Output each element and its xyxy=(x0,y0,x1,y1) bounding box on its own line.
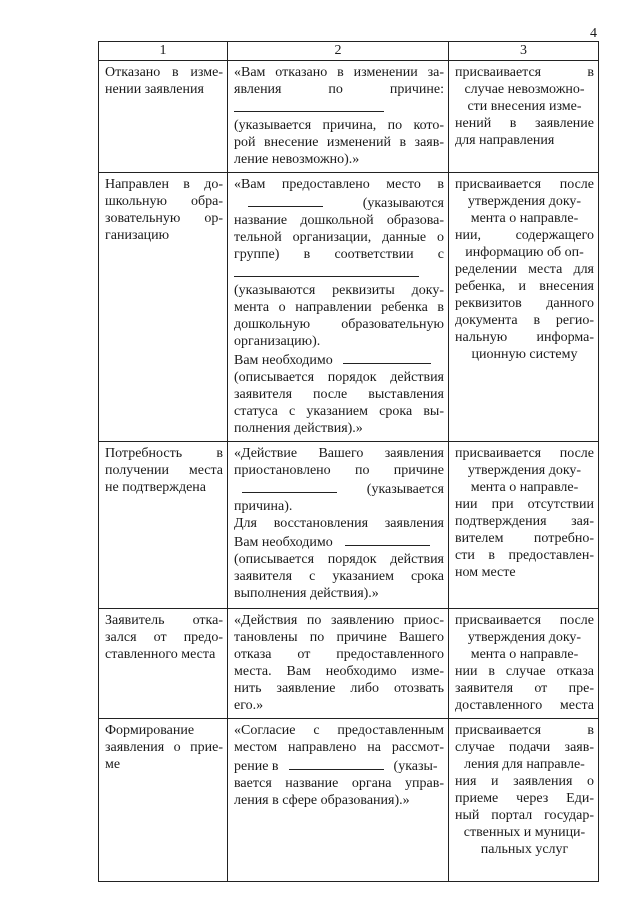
message-line: рой внесение изменений в заяв- xyxy=(234,135,444,150)
comment-line: вителем потребно- xyxy=(455,531,594,546)
message-fragment: (указываются xyxy=(362,196,444,211)
comment-line: заявителя от пре- xyxy=(455,681,594,696)
message-line: статуса с указанием срока вы- xyxy=(234,404,444,419)
comment-line: присваивается после xyxy=(455,177,594,192)
message-line: ление невозможно).» xyxy=(234,152,360,167)
message-line: «Действия по заявлению приос- xyxy=(234,613,444,628)
comment-line: мента о направле- xyxy=(470,211,579,226)
comment-line: случае подачи заяв- xyxy=(455,740,594,755)
status-line: Формирование xyxy=(105,723,195,738)
message-cell xyxy=(228,173,449,442)
message-line: отказа от предоставленного xyxy=(234,647,444,662)
message-fragment: рение в xyxy=(234,759,279,774)
comment-line: присваивается после xyxy=(455,613,594,628)
status-line: Отказано в изме- xyxy=(105,65,223,80)
message-line xyxy=(234,350,444,369)
comment-cell xyxy=(449,173,599,442)
message-line: (указываются реквизиты доку- xyxy=(234,283,444,298)
message-line: заявителя после выставления xyxy=(234,387,444,402)
comment-line: нии в случае отказа xyxy=(455,664,594,679)
comment-cell xyxy=(449,442,599,609)
blank-line xyxy=(343,350,431,364)
comment-cell xyxy=(449,719,599,882)
message-line xyxy=(234,193,444,212)
comment-line: документа в регио- xyxy=(455,313,594,328)
status-line: Направлен в до- xyxy=(105,177,223,192)
comment-line: реквизитов данного xyxy=(455,296,594,311)
message-line: выполнения действия).» xyxy=(234,586,379,601)
status-line: заявления о прие- xyxy=(105,740,223,755)
comment-line: случае невозможно- xyxy=(464,82,585,97)
message-line: организацию). xyxy=(234,334,321,349)
status-line: зовательную ор- xyxy=(105,211,223,226)
message-line: (описывается порядок действия xyxy=(234,370,444,385)
comment-line: мента о направле- xyxy=(470,647,579,662)
comment-line: присваивается после xyxy=(455,446,594,461)
comment-line: ребенка, и внесения xyxy=(455,279,594,294)
message-line: тановлены по причине Вашего xyxy=(234,630,444,645)
blank-line xyxy=(289,756,384,770)
message-line xyxy=(234,98,444,117)
message-cell xyxy=(228,609,449,719)
message-line: мента о направлении ребенка в xyxy=(234,300,444,315)
comment-line: сти внесения изме- xyxy=(467,99,582,114)
message-line: ления в сфере образования).» xyxy=(234,793,410,808)
message-line: места. Вам необходимо изме- xyxy=(234,664,444,679)
table-row xyxy=(99,719,599,882)
comment-line: утверждения доку- xyxy=(467,463,582,478)
comment-line: ления для направле- xyxy=(464,757,585,772)
message-line: «Вам отказано в изменении за- xyxy=(234,65,444,80)
status-line: ганизацию xyxy=(105,228,170,243)
message-cell xyxy=(228,719,449,882)
message-line: местом направлено на рассмот- xyxy=(234,740,444,755)
message-line: название дошкольной образова- xyxy=(234,213,444,228)
status-cell xyxy=(99,173,228,442)
message-line xyxy=(234,479,444,498)
comment-line: ционную систему xyxy=(471,347,578,362)
comment-line: присваивается в xyxy=(455,723,594,738)
message-line: явления по причине: xyxy=(234,82,444,97)
table-row xyxy=(99,442,599,609)
column-header-2: 2 xyxy=(228,42,449,61)
comment-line: ния и заявления о xyxy=(455,774,594,789)
message-line: его.» xyxy=(234,698,264,713)
status-line: Заявитель отка- xyxy=(105,613,223,628)
comment-line: для направления xyxy=(455,133,555,148)
message-line xyxy=(234,756,444,775)
status-line: Потребность в xyxy=(105,446,223,461)
comment-line: подтверждения зая- xyxy=(455,514,594,529)
message-line: нить заявление либо отозвать xyxy=(234,681,444,696)
message-line: причина). xyxy=(234,499,293,514)
message-cell xyxy=(228,61,449,173)
message-fragment: (указывается xyxy=(366,482,444,497)
comment-line: утверждения доку- xyxy=(467,630,582,645)
message-line: Для восстановления заявления xyxy=(234,516,444,531)
table-header-row xyxy=(99,42,599,61)
table-row xyxy=(99,609,599,719)
page-number: 4 xyxy=(590,26,597,41)
message-line xyxy=(234,532,444,551)
message-line: заявителя с указанием срока xyxy=(234,569,444,584)
column-header-1: 1 xyxy=(99,42,228,61)
comment-line: нии при отсутствии xyxy=(455,497,594,512)
table-row xyxy=(99,61,599,173)
message-line: дошкольную образовательную xyxy=(234,317,444,332)
status-cell xyxy=(99,719,228,882)
comment-line: ный портал государ- xyxy=(455,808,594,823)
message-line: (указывается причина, по кото- xyxy=(234,118,444,133)
message-line: тельной организации, данные о xyxy=(234,230,444,245)
message-line: приостановлено по причине xyxy=(234,463,444,478)
blank-line xyxy=(234,98,384,112)
comment-line: ределении места для xyxy=(455,262,594,277)
column-header-3: 3 xyxy=(449,42,599,61)
message-line: «Вам предоставлено место в xyxy=(234,177,444,192)
message-line xyxy=(234,263,444,282)
message-line: «Согласие с предоставленным xyxy=(234,723,444,738)
comment-line: нений в заявление xyxy=(455,116,594,131)
status-line: ставленного места xyxy=(105,647,216,662)
status-line: получении места xyxy=(105,463,223,478)
status-cell xyxy=(99,442,228,609)
comment-line: доставленного места xyxy=(455,698,594,713)
comment-line: присваивается в xyxy=(455,65,594,80)
status-line: зался от предо- xyxy=(105,630,223,645)
status-line: нении заявления xyxy=(105,82,204,97)
comment-line: сти в предоставлен- xyxy=(455,548,594,563)
blank-line xyxy=(248,193,323,207)
comment-line: пальных услуг xyxy=(480,842,569,857)
message-line: группе) в соответствии с xyxy=(234,247,444,262)
status-cell xyxy=(99,609,228,719)
blank-line xyxy=(234,263,419,277)
message-fragment: Вам необходимо xyxy=(234,535,333,550)
blank-line xyxy=(242,479,337,493)
message-line: «Действие Вашего заявления xyxy=(234,446,444,461)
message-line: (описывается порядок действия xyxy=(234,552,444,567)
comment-line: информацию об оп- xyxy=(465,245,584,260)
comment-cell xyxy=(449,61,599,173)
status-line: ме xyxy=(105,757,121,772)
comment-line: ственных и муници- xyxy=(463,825,586,840)
comment-line: ном месте xyxy=(455,565,516,580)
comment-line: приеме через Еди- xyxy=(455,791,594,806)
comment-line: утверждения доку- xyxy=(467,194,582,209)
status-line: школьную обра- xyxy=(105,194,223,209)
status-line: не подтверждена xyxy=(105,480,206,495)
message-fragment: Вам необходимо xyxy=(234,353,333,368)
comment-line: мента о направле- xyxy=(470,480,579,495)
blank-line xyxy=(345,532,430,546)
comment-cell xyxy=(449,609,599,719)
message-line: вается название органа управ- xyxy=(234,776,444,791)
message-cell xyxy=(228,442,449,609)
comment-line: нальную информа- xyxy=(455,330,594,345)
message-fragment: (указы- xyxy=(393,759,438,774)
status-table xyxy=(98,41,599,882)
status-cell xyxy=(99,61,228,173)
comment-line: нии, содержащего xyxy=(455,228,594,243)
table-row xyxy=(99,173,599,442)
message-line: полнения действия).» xyxy=(234,421,363,436)
